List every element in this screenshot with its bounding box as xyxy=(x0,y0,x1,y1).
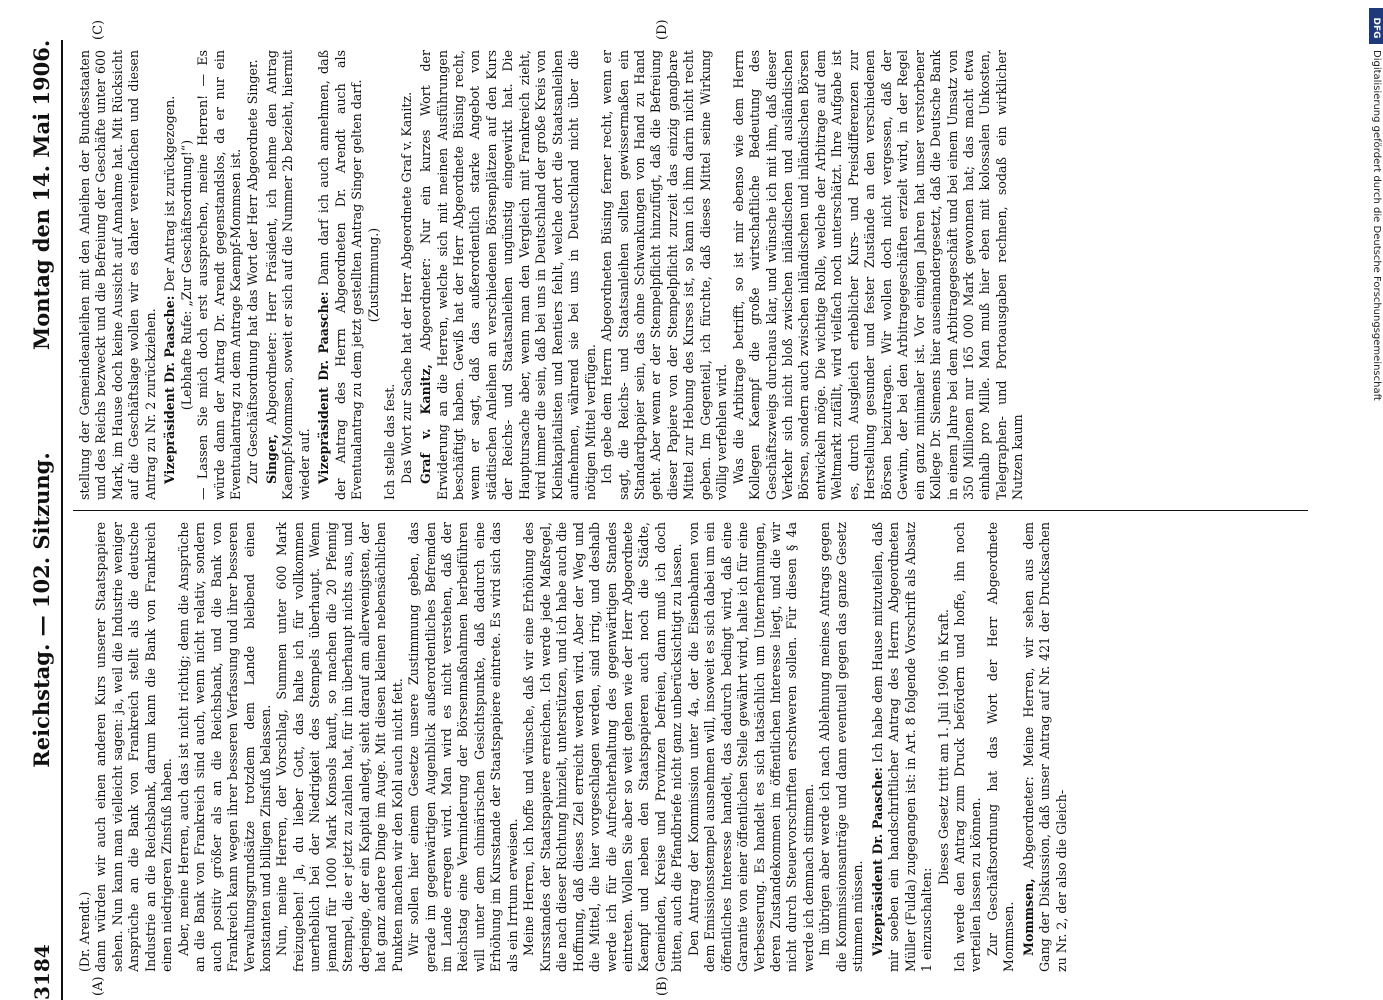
date-header: Montag den 14. Mai 1906. xyxy=(29,39,54,350)
paragraph: Nun, meine Herren, der Vorschlag, Summen unter 600 Mark freizugeben! Ja, du lieber Gott, das halte ich für vollkommen unerheblich bei der Niedrigkeit des Stempels überhaupt. Wenn jemand für 1000 Mark Konsols kauft, so machen die 20 Pfennig Stempel, die er jetzt zu zahlen hat, für ihn überhaupt nichts aus, und derjenige, der ein Kapital anlegt, sieht darauf am allerwenigsten, der hat ganz andere Dinge im Auge. Mit diesen kleinen nebensächlichen Punkten machen wir den Kohl auch nicht fett. xyxy=(274,522,405,972)
paragraph: Was die Arbitrage betrifft, so ist mir ebenso wie dem Herrn Kollegen Kaempf die große wirtschaftliche Bedeutung des Geschäftszweigs durchaus klar, und wünsche ich mit ihm, daß dieser Verkehr sich nicht bloß zwischen inländischen und ausländischen Börsen, sondern auch zwischen inländischen und inländischen Börsen entwickeln möge. Die wichtige Rolle, welche der Arbitrage auf dem Weltmarkt zufällt, wird vielfach noch unterschätzt. Ihre Aufgabe ist es, durch Ausgleich erheblicher Kurs- und Preisdifferenzen zur Herstellung gesunder und fester Zustände an den verschiedenen Börsen beizutragen. Wir wollen doch nicht vergessen, daß der Gewinn, der bei den Arbitragegeschäften erzielt wird, in der Regel ein ganz minimaler ist. Vor einigen Jahren hat unser verstorbener Kollege Dr. Siemens hier auseinandergesetzt, daß die Deutsche Bank in einem Jahre bei dem Arbitragegeschäft und bei einem Umsatz von 350 Millionen nur 165 000 Mark gewonnen hat; das macht etwa einhalb pro Mille. Man muß hier eben mit kolossalen Unkosten, Telegraphen- und Portoausgaben rechnen, sodaß ein wirklicher Nutzen kaum xyxy=(730,50,1026,500)
paragraph: dann würden wir auch einen anderen Kurs unserer Staatspapiere sehen. Nun kann man vielleicht sagen: ja, weil die Industrie weniger Ansprüche an die Bank von Frankreich stellt als die deutsche Industrie an die Reichsbank, darum kann die Bank von Frankreich einen niedrigeren Zinsfuß haben. xyxy=(93,522,175,972)
paragraph: Wir sollen hier einem Gesetze unsere Zustimmung geben, das gerade im gegenwärtigen Augenblick außerordentliches Befremden im Lande erregen wird. Man wird es nicht verstehen, daß der Reichstag eine Verminderung der Börsenmaßnahmen herbeiführen will unter dem chimärischen Gesichtspunkte, daß dadurch eine Erhöhung im Kursstande der Staatspapiere eintrete. Es wird sich das als ein Irrtum erweisen. xyxy=(406,522,520,972)
page-number: 3184 xyxy=(30,944,54,1000)
margin-mark-b: (B) xyxy=(655,976,670,996)
margin-mark-c: (C) xyxy=(91,19,106,40)
paragraph: stellung der Gemeindeanleihen mit den Anleihen der Bundesstaaten und des Reichs bezweckt und die Befreiung der Geschäfte unter 600 Mark, im Hause doch keine Aussicht auf Annahme hat. Mit Rücksicht auf die Geschäftslage wollen wir es daher vereinfachen und diesen Antrag zu Nr. 2 zurückziehen. xyxy=(77,50,158,500)
paragraph: Meine Herren, ich hoffe und wünsche, daß wir eine Erhöhung des Kursstandes der Staatspapiere erreichen. Ich werde jede Maßregel, die nach dieser Richtung hinzielt, unterstützen, und ich habe auch die Hoffnung, daß dieses Ziel erreicht werden wird. Aber der Weg und die Mittel, die hier vorgeschlagen werden, sind irrig, und deshalb werde ich für die Aufrechterhaltung des gegenwärtigen Standes eintreten. Wollen Sie aber so weit gehen wie der Herr Abgeordnete Kaempf und neben den Staatspapieren auch noch die Städte, Gemeinden, Kreise und Provinzen befreien, dann muß ich doch bitten, auch die Pfandbriefe nicht ganz unberücksichtigt zu lassen. xyxy=(521,522,685,972)
margin-mark-d: (D) xyxy=(655,19,670,40)
rotated-page xyxy=(15,0,1315,1000)
paragraph: Zur Geschäftsordnung hat das Wort der Herr Abgeordnete Singer. xyxy=(244,59,260,484)
speech-text: Abgeordneter: Meine Herren, wir sehen aus dem Gang der Diskussion, daß unser Antrag auf Nr. 421 der Drucksachen zu Nr. 2, der also die Gleich- xyxy=(1020,522,1069,972)
speech-vizepraesident xyxy=(162,50,178,500)
speaker-name: Graf v. Kanitz, xyxy=(418,364,434,484)
paragraph: Aber, meine Herren, auch das ist nicht richtig; denn die Ansprüche an die Bank von Frankreich sind auch, wenn nicht relativ, sondern auch positiv größer als an die Reichsbank, und die Bank von Frankreich kann wegen ihrer besseren Verfassung und ihrer besseren Verwaltungsgrundsätze trotzdem dem Lande bleibend einen konstanten und billigen Zinsfuß belassen. xyxy=(175,522,273,972)
speaker-tag: (Dr. Arendt.) xyxy=(77,891,92,972)
paragraph: Ich stelle das fest. xyxy=(382,383,398,500)
speech-text: Der Antrag ist zurückgezogen. xyxy=(162,95,178,292)
right-column xyxy=(77,50,1307,500)
session-header: Reichstag. — 102. Sitzung. xyxy=(29,452,54,768)
credit-text: Digitalisierung gefördert durch die Deutsche Forschungsgemeinschaft xyxy=(1371,50,1382,401)
dfg-logo-text: DFG xyxy=(1371,17,1381,39)
speech-kanitz xyxy=(418,50,599,500)
speech-singer xyxy=(264,50,313,500)
interjection: (Lebhafte Rufe: „Zur Geschäftsordnung!“) xyxy=(178,139,194,411)
speaker-name: Vizepräsident Dr. Paasche: xyxy=(869,767,885,956)
paragraph: Zur Geschäftsordnung hat das Wort der Herr Abgeordnete Mommsen. xyxy=(984,522,1017,972)
digitization-credit xyxy=(1369,8,1383,608)
left-column xyxy=(77,522,1307,972)
header-rule xyxy=(61,40,63,1000)
speaker-name: Singer, xyxy=(263,434,279,484)
speech-text: Abgeordneter: Herr Präsident, ich nehme den Antrag Kaempf-Mommsen, soweit er sich auf die Nummer 2b bezieht, hiermit wieder auf. xyxy=(263,50,312,500)
speaker-name: Vizepräsident Dr. Paasche: xyxy=(316,291,332,484)
interjection: (Zustimmung.) xyxy=(365,227,381,323)
paragraph: Ich gebe dem Herrn Abgeordneten Büsing ferner recht, wenn er sagt, die Reichs- und Staatsanleihen sollten gewissermaßen ein Standardpapier sein, das ohne Schwankungen von Hand zu Hand geht. Aber wenn er der Stempelpflicht hinzufügt, daß die Befreiung dieser Papiere von der Stempelpflicht zurzeit das einzig gangbare Mittel zur Hebung des Kurses ist, so kann ich ihm darin nicht recht geben. Im Gegenteil, ich fürchte, daß dieses Mittel seine Wirkung völlig verfehlen wird. xyxy=(599,50,730,500)
speaker-name: Vizepräsident Dr. Paasche: xyxy=(162,295,178,484)
column-divider xyxy=(73,510,1308,511)
speech-vizepraesident xyxy=(316,50,365,500)
paragraph: Im übrigen aber werde ich nach Ablehnung meines Antrags gegen die Kommissionsanträge und dann eventuell gegen das ganze Gesetz stimmen müssen. xyxy=(817,522,866,972)
speech-text: Ich habe dem Hause mitzuteilen, daß mir soeben ein handschriftlicher Antrag des Herrn Abgeordneten Müller (Fulda) zugegangen ist: in Art. 8 folgende Vorschrift als Absatz 1 einzuschalten: xyxy=(869,522,935,972)
dfg-logo xyxy=(1369,8,1383,44)
margin-mark-a: (A) xyxy=(91,976,106,996)
paragraph: Den Antrag der Kommission unter 4a, der die Eisenbahnen von dem Emissionsstempel ausnehmen will, insoweit es sich dabei um ein öffentliches Interesse handelt, das dadurch bedingt wird, daß eine Garantie von einer öffentlichen Stelle gewährt wird, halte ich für eine Verbesserung. Es handelt es sich tatsächlich um Unternehmungen, deren Zustandekommen im öffentlichen Interesse liegt, und die wir nicht durch Steuervorschriften erschweren sollen. Für diesen § 4a werde ich demnach stimmen. xyxy=(685,522,816,972)
speech-vizepraesident xyxy=(870,522,936,972)
speech-text: Abgeordneter: Nur ein kurzes Wort der Erwiderung an die Herren, welche sich mit meinen Ausführungen beschäftigt haben. Gewiß hat der Herr Abgeordnete Büsing recht, wenn er sagt, daß das außerordentlich starke Angebot von städtischen Anleihen an verschiedenen Börsenplätzen auf den Kurs der Reichs- und Staatsanleihen ungünstig eingewirkt hat. Die Hauptursache aber, wenn man den Vergleich mit Frankreich zieht, wird immer die sein, daß bei uns in Deutschland der große Kreis von Kleinkapitalisten und Rentiers fehlt, welche dort die Staatsanleihen aufnehmen, während sie bei uns in Deutschland nicht über die nötigen Mittel verfügen. xyxy=(418,50,598,500)
paragraph: — Lassen Sie mich doch erst aussprechen, meine Herren! — Es würde dann der Antrag Dr. Arendt gegenstandslos, da er nur ein Eventualantrag zu dem Antrage Kaempf-Mommsen ist. xyxy=(195,50,244,500)
speech-text: Dann darf ich auch annehmen, daß der Antrag des Herrn Abgeordneten Dr. Arendt auch als Eventualantrag zu dem jetzt gestellten Antrag Singer gelten darf. xyxy=(316,50,365,500)
quoted-provision: Dieses Gesetz tritt am 1. Juli 1906 in Kraft. xyxy=(935,609,951,885)
paragraph: Ich werde den Antrag zum Druck befördern und hoffe, ihn noch verteilen lassen zu können. xyxy=(952,522,984,972)
speaker-name: Mommsen, xyxy=(1020,878,1036,956)
speech-mommsen xyxy=(1021,522,1070,972)
paragraph: Das Wort zur Sache hat der Herr Abgeordnete Graf v. Kanitz. xyxy=(398,91,414,484)
